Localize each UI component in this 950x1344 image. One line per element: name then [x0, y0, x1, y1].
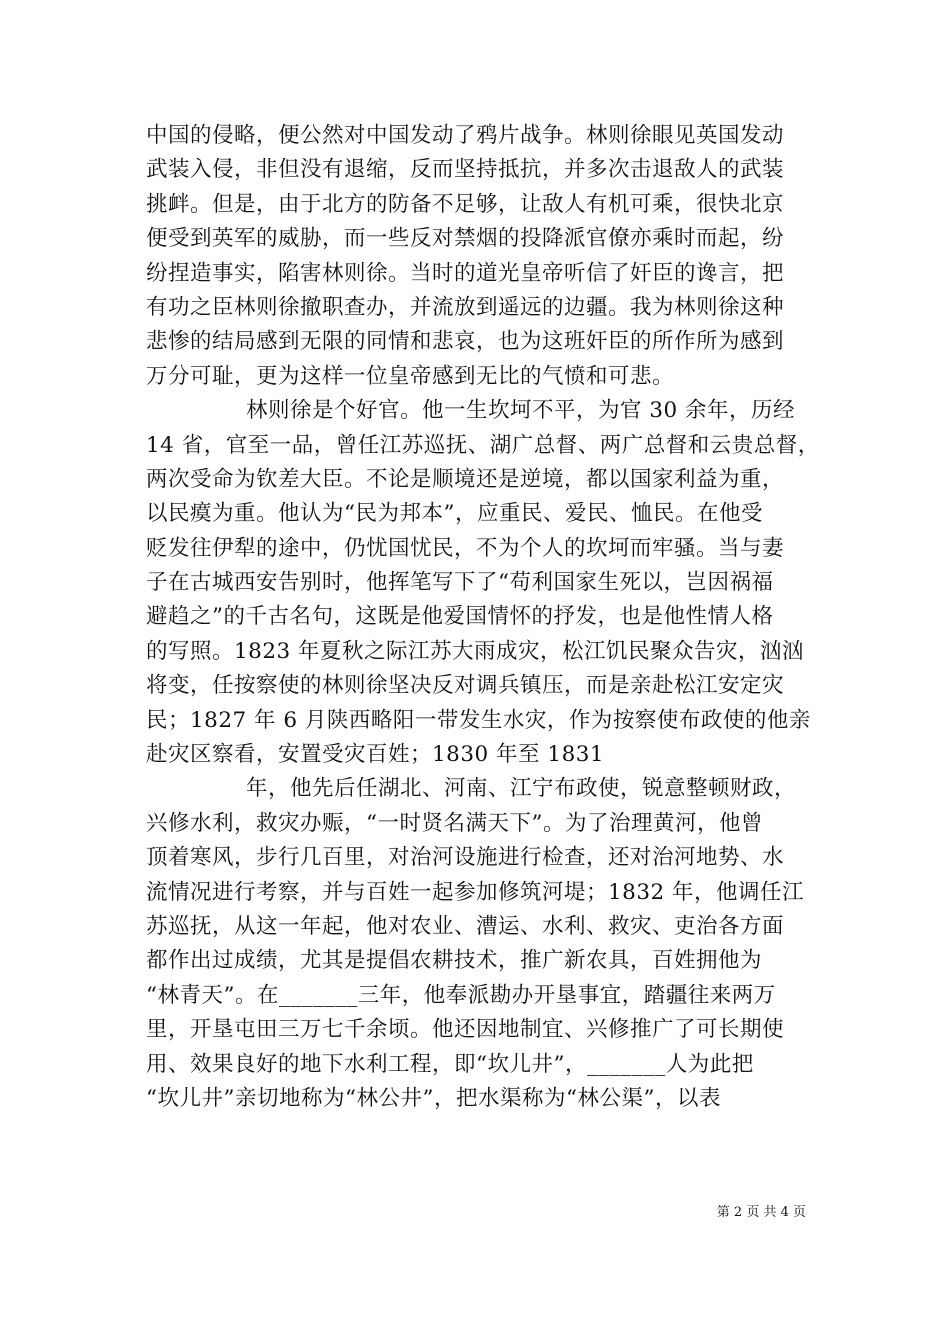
text-line: 悲惨的结局感到无限的同情和悲哀，也为这班奸臣的所作所为感到 — [146, 329, 785, 355]
page-number-footer: 第 2 页 共 4 页 — [716, 1205, 806, 1220]
text-line: 将变，任按察使的林则徐坚决反对调兵镇压，而是亲赴松江安定灾 — [146, 673, 785, 699]
text-line: 兴修水利，救灾办赈，“一时贤名满天下”。为了治理黄河，他曾 — [146, 810, 763, 836]
text-line: 武装入侵，非但没有退缩，反而坚持抵抗，并多次击退敌人的武装 — [146, 157, 785, 183]
text-line: 里，开垦屯田三万七千余顷。他还因地制宜、兴修推广了可长期使 — [146, 1017, 785, 1043]
text-line: 的写照。1823 年夏秋之际江苏大雨成灾，松江饥民聚众告灾，汹汹 — [146, 638, 805, 664]
text-line: 便受到英军的威胁，而一些反对禁烟的投降派官僚亦乘时而起，纷 — [146, 226, 785, 252]
text-line: 两次受命为钦差大臣。不论是顺境还是逆境，都以国家利益为重， — [146, 466, 785, 492]
text-line: 赴灾区察看，安置受灾百姓；1830 年至 1831 — [146, 742, 605, 768]
text-line: 以民瘼为重。他认为“民为邦本”，应重民、爱民、恤民。在他受 — [146, 501, 763, 527]
text-line: 挑衅。但是，由于北方的防备不足够，让敌人有机可乘，很快北京 — [146, 191, 785, 217]
text-line: 纷捏造事实，陷害林则徐。当时的道光皇帝听信了奸臣的谗言，把 — [146, 260, 785, 286]
text-line: 流情况进行考察，并与百姓一起参加修筑河堤；1832 年，他调任江 — [146, 879, 805, 905]
text-line: “林青天”。在_______三年，他奉派勘办开垦事宜，踏疆往来两万 — [146, 982, 776, 1008]
paragraph-start-line: 林则徐是个好官。他一生坎坷不平，为官 30 余年，历经 — [246, 398, 796, 424]
text-line: 子在古城西安告别时，他挥笔写下了“苟利国家生死以，岂因祸福 — [146, 570, 774, 596]
text-line: 民；1827 年 6 月陕西略阳一带发生水灾，作为按察使布政使的他亲 — [146, 707, 811, 733]
text-line: 苏巡抚，从这一年起，他对农业、漕运、水利、救灾、吏治各方面 — [146, 913, 785, 939]
text-line: 都作出过成绩，尤其是提倡农耕技术，推广新农具，百姓拥他为 — [146, 948, 763, 974]
text-line: 14 省，官至一品，曾任江苏巡抚、湖广总督、两广总督和云贵总督， — [146, 432, 820, 458]
text-line: 避趋之”的千古名句，这既是他爱国情怀的抒发，也是他性情人格 — [146, 604, 774, 630]
body-text — [146, 119, 832, 1116]
text-line: 用、效果良好的地下水利工程，即“坎儿井”，_______人为此把 — [146, 1051, 754, 1077]
text-line: 万分可耻，更为这样一位皇帝感到无比的气愤和可悲。 — [146, 363, 675, 389]
text-line: “坎儿井”亲切地称为“林公井”，把水渠称为“林公渠”，以表 — [146, 1085, 721, 1111]
paragraph-start-line: 年，他先后任湖北、河南、江宁布政使，锐意整顿财政， — [246, 776, 797, 802]
text-line: 中国的侵略，便公然对中国发动了鸦片战争。林则徐眼见英国发动 — [146, 123, 785, 148]
text-line: 有功之臣林则徐撤职查办，并流放到遥远的边疆。我为林则徐这种 — [146, 294, 785, 320]
text-line: 贬发往伊犁的途中，仍忧国忧民，不为个人的坎坷而牢骚。当与妻 — [146, 535, 785, 561]
text-line: 顶着寒风，步行几百里，对治河设施进行检查，还对治河地势、水 — [146, 845, 785, 871]
